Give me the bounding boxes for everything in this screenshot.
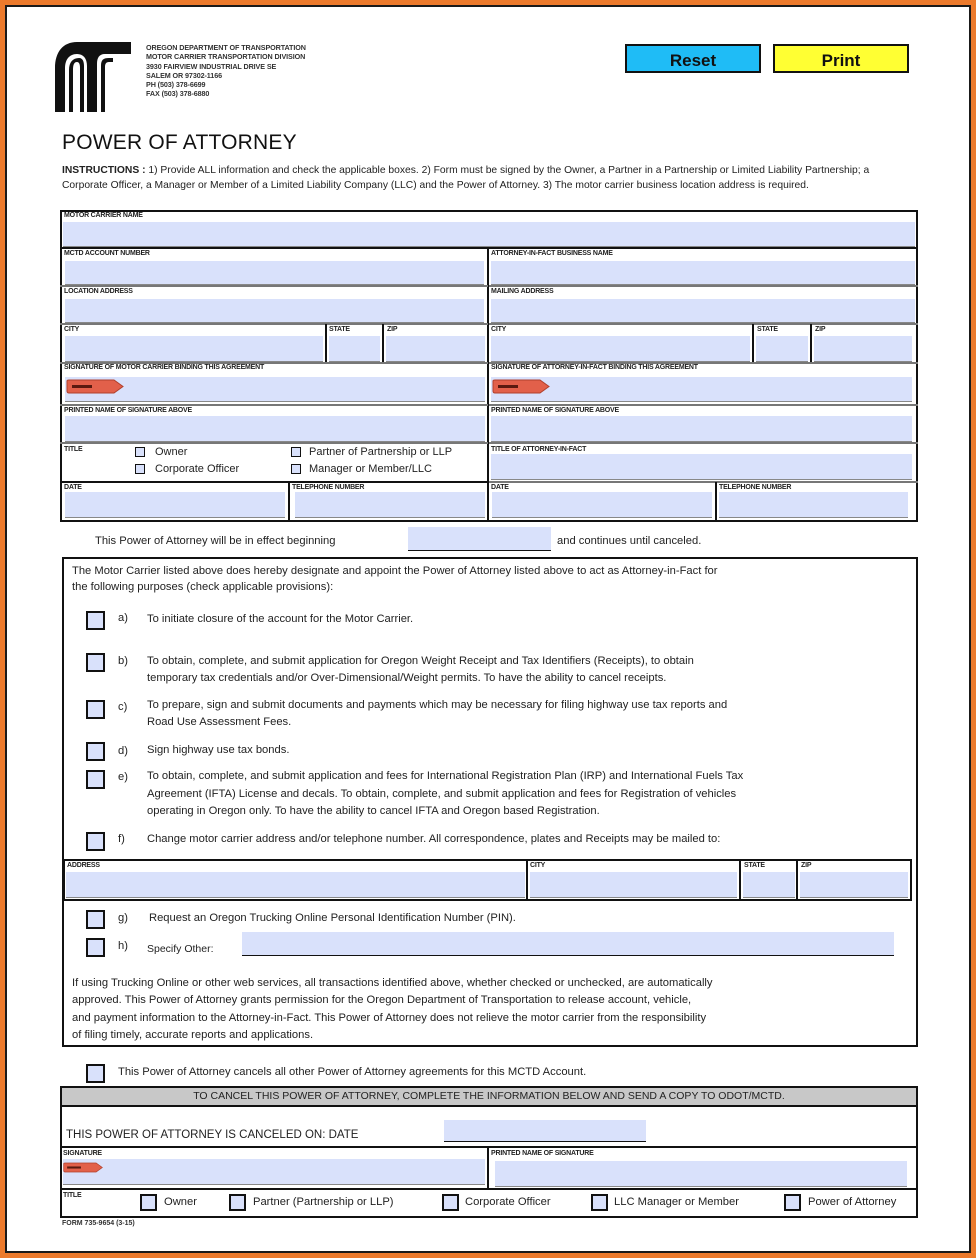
provision-h-checkbox[interactable]	[86, 938, 105, 957]
notice-line-1: If using Trucking Online or other web services, all transactions identified above, whether checked or unchecked, are automatically	[72, 977, 713, 989]
title-partner-label: Partner of Partnership or LLP	[309, 446, 453, 458]
attorney-city-label: CITY	[491, 326, 507, 333]
cancel-title-llc-label: LLC Manager or Member	[614, 1196, 739, 1208]
divider	[489, 323, 918, 325]
mail-to-city-label: CITY	[530, 862, 546, 869]
sign-here-tag-icon	[66, 379, 124, 394]
divider	[489, 481, 918, 483]
attorney-state-label: STATE	[757, 326, 778, 333]
cancel-title-partner-checkbox[interactable]	[229, 1194, 246, 1211]
odot-logo-icon	[53, 34, 133, 114]
divider	[526, 859, 528, 901]
notice-line-4: of filing timely, accurate reports and applications.	[72, 1029, 314, 1041]
divider	[810, 324, 812, 362]
effective-text-after: and continues until canceled.	[557, 535, 702, 547]
cancel-title-label: TITLE	[63, 1192, 82, 1199]
attorney-date-input[interactable]	[492, 492, 712, 518]
attorney-title-input[interactable]	[491, 454, 912, 480]
agency-line: FAX (503) 378-6880	[146, 89, 210, 99]
provision-g-letter: g)	[118, 912, 128, 924]
mail-to-state-label: STATE	[744, 862, 765, 869]
provision-h-text: Specify Other:	[147, 943, 214, 955]
attorney-title-label: TITLE OF ATTORNEY-IN-FACT	[491, 446, 587, 453]
city-input[interactable]	[65, 336, 323, 362]
cancel-banner: TO CANCEL THIS POWER OF ATTORNEY, COMPLETE THE INFORMATION BELOW AND SEND A COPY TO ODOT/MCTD.	[62, 1088, 916, 1105]
provision-f-letter: f)	[118, 833, 125, 845]
carrier-date-label: DATE	[64, 484, 82, 491]
provision-d-text: Sign highway use tax bonds.	[147, 744, 290, 756]
business-name-input[interactable]	[491, 261, 915, 285]
cancel-signature-field[interactable]	[63, 1159, 485, 1185]
motor-carrier-name-input[interactable]	[63, 222, 915, 247]
provision-f-checkbox[interactable]	[86, 832, 105, 851]
provisions-intro-2: the following purposes (check applicable provisions):	[72, 581, 334, 593]
divider	[60, 442, 488, 444]
motor-carrier-name-label: MOTOR CARRIER NAME	[64, 212, 143, 219]
cancel-printed-name-label: PRINTED NAME OF SIGNATURE	[491, 1150, 594, 1157]
divider	[382, 324, 384, 362]
cancel-title-corporate-officer-checkbox[interactable]	[442, 1194, 459, 1211]
carrier-printed-name-label: PRINTED NAME OF SIGNATURE ABOVE	[64, 407, 192, 414]
divider	[796, 859, 798, 901]
provision-a-text: To initiate closure of the account for the Motor Carrier.	[147, 613, 414, 625]
divider	[288, 482, 290, 522]
provision-g-text: Request an Oregon Trucking Online Personal Identification Number (PIN).	[149, 912, 516, 924]
carrier-printed-name-input[interactable]	[65, 416, 485, 442]
effective-text-before: This Power of Attorney will be in effect beginning	[95, 535, 336, 547]
carrier-telephone-label: TELEPHONE NUMBER	[292, 484, 365, 491]
mctd-account-number-input[interactable]	[65, 261, 484, 285]
agency-line: OREGON DEPARTMENT OF TRANSPORTATION	[146, 43, 306, 52]
agency-address-block	[146, 43, 306, 99]
mail-to-zip-label: ZIP	[801, 862, 812, 869]
title-partner-checkbox[interactable]	[291, 447, 301, 457]
page-title: POWER OF ATTORNEY	[62, 131, 297, 154]
divider	[60, 1146, 918, 1148]
title-owner-checkbox[interactable]	[135, 447, 145, 457]
form-number: FORM 735-9654 (3-15)	[62, 1220, 135, 1227]
zip-input[interactable]	[386, 336, 485, 362]
provision-e-text-2: Agreement (IFTA) License and decals. To obtain, complete, and submit application and fees for Registration of vehicles	[147, 788, 737, 800]
carrier-title-label: TITLE	[64, 446, 83, 453]
title-corporate-officer-checkbox[interactable]	[135, 464, 145, 474]
city-label: CITY	[64, 326, 80, 333]
divider	[489, 404, 918, 406]
canceled-on-label: THIS POWER OF ATTORNEY IS CANCELED ON: DATE	[66, 1129, 359, 1141]
provisions-section	[62, 557, 918, 1047]
location-address-input[interactable]	[65, 299, 484, 323]
carrier-telephone-input[interactable]	[295, 492, 485, 518]
divider	[487, 1147, 489, 1189]
cancel-title-owner-label: Owner	[164, 1196, 197, 1208]
mail-to-zip-input[interactable]	[800, 872, 908, 898]
attorney-state-input[interactable]	[756, 336, 808, 362]
attorney-signature-field[interactable]	[491, 377, 912, 402]
provision-d-letter: d)	[118, 745, 128, 757]
notice-line-2: approved. This Power of Attorney grants permission for the Oregon Department of Transportation to release account, vehicle,	[72, 994, 692, 1006]
instructions	[62, 164, 917, 193]
state-label: STATE	[329, 326, 350, 333]
cancels-all-checkbox[interactable]	[86, 1064, 105, 1083]
provision-c-text-2: Road Use Assessment Fees.	[147, 716, 292, 728]
provision-b-text-1: To obtain, complete, and submit application for Oregon Weight Receipt and Tax Identifiers (Receipts), to obtain	[147, 655, 694, 667]
attorney-date-label: DATE	[491, 484, 509, 491]
title-manager-checkbox[interactable]	[291, 464, 301, 474]
cancel-title-llc-checkbox[interactable]	[591, 1194, 608, 1211]
provision-b-checkbox[interactable]	[86, 653, 105, 672]
divider	[60, 247, 918, 249]
instructions-text: 1) Provide ALL information and check the applicable boxes. 2) Form must be signed by the Owner, a Partner in a Partnership or Limited Liability Partnership; a Corporate Officer, a Manager or Member of a Limited Liability Company (LLC) and the Power of Attorney. 3) The motor carrier business location address is required.	[62, 165, 870, 191]
provision-c-text-1: To prepare, sign and submit documents and payments which may be necessary for filing highway use tax reports and	[147, 699, 728, 711]
cancel-signature-label: SIGNATURE	[63, 1150, 102, 1157]
cancel-title-corporate-officer-label: Corporate Officer	[465, 1196, 551, 1208]
print-button[interactable]: Print	[773, 44, 909, 73]
reset-button[interactable]: Reset	[625, 44, 761, 73]
mail-to-address-label: ADDRESS	[67, 862, 100, 869]
zip-label: ZIP	[387, 326, 398, 333]
carrier-signature-label: SIGNATURE OF MOTOR CARRIER BINDING THIS AGREEMENT	[64, 364, 265, 371]
specify-other-input[interactable]	[242, 932, 894, 956]
provision-b-text-2: temporary tax credentials and/or Over-Dimensional/Weight permits. To have the ability to cancel receipts.	[147, 672, 667, 684]
divider	[60, 285, 488, 287]
cancel-title-poa-checkbox[interactable]	[784, 1194, 801, 1211]
mailing-address-label: MAILING ADDRESS	[491, 288, 554, 295]
attorney-telephone-label: TELEPHONE NUMBER	[719, 484, 792, 491]
divider	[752, 324, 754, 362]
provision-a-letter: a)	[118, 612, 128, 624]
title-owner-label: Owner	[155, 446, 188, 458]
provision-h-letter: h)	[118, 940, 128, 952]
attorney-signature-label: SIGNATURE OF ATTORNEY-IN-FACT BINDING THIS AGREEMENT	[491, 364, 698, 371]
location-address-label: LOCATION ADDRESS	[64, 288, 133, 295]
attorney-zip-label: ZIP	[815, 326, 826, 333]
sign-here-tag-icon	[492, 379, 550, 394]
agency-line: PH (503) 378-6699	[146, 80, 206, 90]
divider	[60, 1188, 918, 1190]
divider	[489, 285, 918, 287]
attorney-printed-name-input[interactable]	[491, 416, 912, 442]
provision-e-text-1: To obtain, complete, and submit application and fees for International Registration Plan (IRP) and International Fuels Tax	[147, 770, 744, 782]
divider	[60, 1105, 918, 1107]
provision-f-text: Change motor carrier address and/or telephone number. All correspondence, plates and Receipts may be mailed to:	[147, 833, 721, 845]
cancel-printed-name-input[interactable]	[495, 1161, 907, 1187]
provision-g-checkbox[interactable]	[86, 910, 105, 929]
title-manager-label: Manager or Member/LLC	[309, 463, 432, 475]
effective-date-input[interactable]	[408, 527, 551, 551]
notice-line-3: and payment information to the Attorney-in-Fact. This Power of Attorney does not relieve the motor carrier from the responsibility	[72, 1012, 707, 1024]
provision-c-checkbox[interactable]	[86, 700, 105, 719]
agency-line: 3930 FAIRVIEW INDUSTRIAL DRIVE SE	[146, 61, 277, 71]
attorney-city-input[interactable]	[491, 336, 750, 362]
cancel-title-partner-label: Partner (Partnership or LLP)	[253, 1196, 394, 1208]
mail-to-city-input[interactable]	[530, 872, 737, 898]
mailing-address-input[interactable]	[491, 299, 915, 323]
sign-here-tag-icon	[63, 1160, 103, 1175]
divider	[60, 404, 488, 406]
provision-c-letter: c)	[118, 701, 128, 713]
cancel-title-poa-label: Power of Attorney	[808, 1196, 897, 1208]
cancel-title-owner-checkbox[interactable]	[140, 1194, 157, 1211]
divider	[60, 323, 488, 325]
divider	[739, 859, 741, 901]
state-input[interactable]	[329, 336, 380, 362]
carrier-date-input[interactable]	[65, 492, 285, 518]
divider	[325, 324, 327, 362]
provision-e-letter: e)	[118, 771, 128, 783]
provision-e-text-3: operating in Oregon only. To have the ability to cancel IFTA and Oregon based Registration.	[147, 805, 600, 817]
mail-to-address-input[interactable]	[66, 872, 525, 898]
instructions-prefix: INSTRUCTIONS :	[62, 165, 146, 176]
provision-e-checkbox[interactable]	[86, 770, 105, 789]
divider	[715, 482, 717, 522]
carrier-signature-field[interactable]	[65, 377, 485, 402]
business-name-label: ATTORNEY-IN-FACT BUSINESS NAME	[491, 250, 613, 257]
mctd-account-number-label: MCTD ACCOUNT NUMBER	[64, 250, 150, 257]
agency-line: SALEM OR 97302-1166	[146, 70, 223, 80]
provision-d-checkbox[interactable]	[86, 742, 105, 761]
divider	[489, 442, 918, 444]
agency-line: MOTOR CARRIER TRANSPORTATION DIVISION	[146, 52, 306, 62]
attorney-zip-input[interactable]	[814, 336, 912, 362]
attorney-telephone-input[interactable]	[719, 492, 908, 518]
divider	[60, 481, 488, 483]
cancels-all-label: This Power of Attorney cancels all other Power of Attorney agreements for this MCTD Account.	[118, 1066, 587, 1078]
provision-a-checkbox[interactable]	[86, 611, 105, 630]
provision-b-letter: b)	[118, 655, 128, 667]
attorney-printed-name-label: PRINTED NAME OF SIGNATURE ABOVE	[491, 407, 619, 414]
provisions-intro: The Motor Carrier listed above does hereby designate and appoint the Power of Attorney listed above to act as Attorney-in-Fact for	[72, 565, 718, 577]
canceled-on-date-input[interactable]	[444, 1120, 646, 1142]
mail-to-state-input[interactable]	[743, 872, 795, 898]
title-corporate-officer-label: Corporate Officer	[155, 463, 240, 475]
